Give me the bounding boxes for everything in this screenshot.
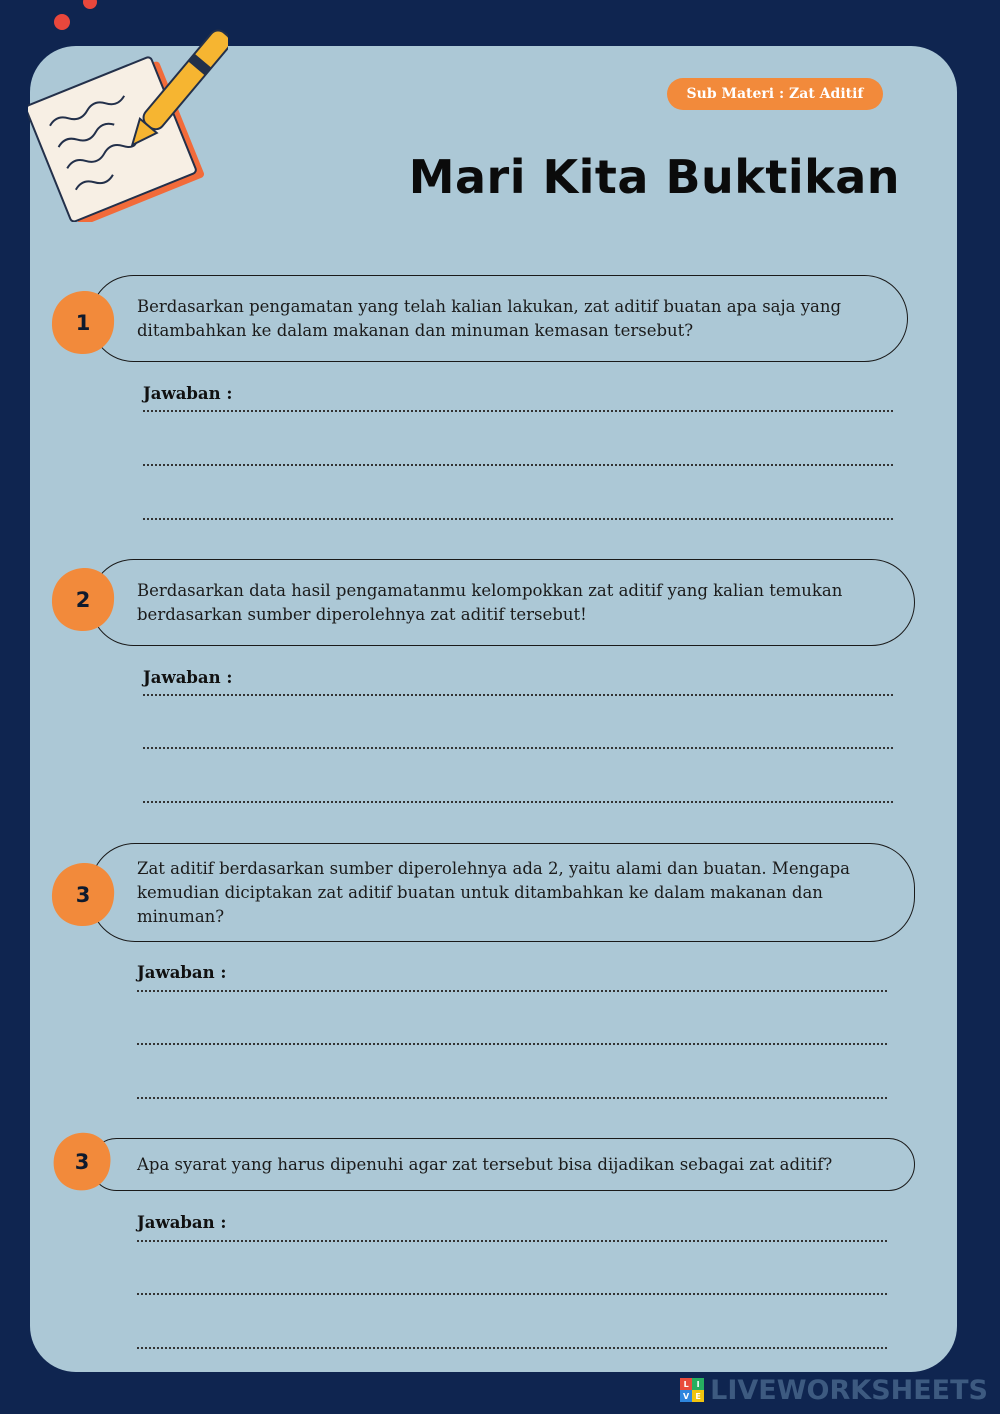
answer-line[interactable] bbox=[143, 747, 893, 749]
question-text: Berdasarkan data hasil pengamatanmu kelompokkan zat aditif yang kalian temukan berdasarkan sumber diperolehnya zat aditif tersebut! bbox=[137, 580, 843, 624]
answer-line[interactable] bbox=[137, 990, 887, 992]
notebook-pen-icon bbox=[28, 22, 228, 222]
answer-line[interactable] bbox=[143, 518, 893, 520]
answer-line[interactable] bbox=[137, 1347, 887, 1349]
question-number-badge bbox=[50, 1130, 114, 1194]
liveworksheets-icon: L I V E bbox=[680, 1378, 704, 1402]
question-number: 3 bbox=[74, 1150, 90, 1174]
question-number: 2 bbox=[75, 588, 91, 612]
question-box-2 bbox=[90, 559, 915, 646]
brand-name: LIVEWORKSHEETS bbox=[710, 1374, 988, 1406]
answer-line[interactable] bbox=[137, 1043, 887, 1045]
question-box-1 bbox=[90, 275, 908, 362]
question-number-badge bbox=[48, 860, 118, 930]
answer-label: Jawaban : bbox=[137, 1213, 227, 1232]
question-number: 3 bbox=[75, 883, 91, 907]
answer-line[interactable] bbox=[143, 410, 893, 412]
question-text: Apa syarat yang harus dipenuhi agar zat tersebut bisa dijadikan sebagai zat aditif? bbox=[137, 1154, 833, 1174]
answer-label: Jawaban : bbox=[143, 668, 233, 687]
question-number-badge bbox=[48, 288, 118, 358]
question-box-3 bbox=[90, 843, 915, 942]
liveworksheets-logo[interactable] bbox=[680, 1374, 988, 1406]
question-number: 1 bbox=[75, 311, 91, 335]
answer-line[interactable] bbox=[137, 1293, 887, 1295]
answer-line[interactable] bbox=[137, 1240, 887, 1242]
question-number-badge bbox=[48, 565, 118, 635]
answer-line[interactable] bbox=[143, 464, 893, 466]
answer-label: Jawaban : bbox=[143, 384, 233, 403]
question-text: Berdasarkan pengamatan yang telah kalian lakukan, zat aditif buatan apa saja yang ditambahkan ke dalam makanan dan minuman kemasan tersebut? bbox=[137, 296, 842, 340]
answer-label: Jawaban : bbox=[137, 963, 227, 982]
question-text: Zat aditif berdasarkan sumber diperolehnya ada 2, yaitu alami dan buatan. Mengapa kemudian diciptakan zat aditif buatan untuk ditambahkan ke dalam makanan dan minuman? bbox=[137, 858, 851, 926]
sub-materi-badge: Sub Materi : Zat Aditif bbox=[667, 78, 883, 110]
answer-line[interactable] bbox=[137, 1097, 887, 1099]
answer-line[interactable] bbox=[143, 801, 893, 803]
answer-line[interactable] bbox=[143, 694, 893, 696]
question-box-4 bbox=[90, 1138, 915, 1191]
page-title: Mari Kita Buktikan bbox=[408, 150, 900, 204]
